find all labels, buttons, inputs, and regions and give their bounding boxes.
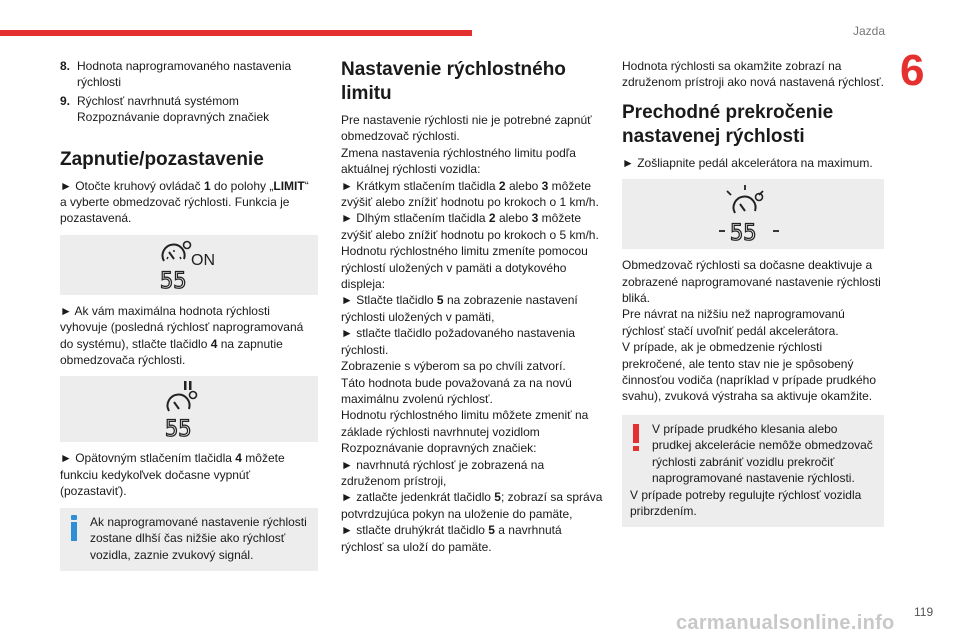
figure-speedometer-on: [60, 235, 318, 295]
pause-speedometer-icon: [159, 379, 219, 439]
item-text: Hodnota naprogramovaného nastavenia rýchlosti: [77, 59, 292, 90]
heading-overspeed: Prechodné prekročenie nastavenej rýchlosti: [622, 101, 834, 147]
text-line: Hodnotu rýchlostného limitu môžete zmeniť na základe rýchlosti navrhnutej vozidlom Rozpoznávanie dopravných značiek:: [341, 408, 589, 456]
info-box: [60, 508, 318, 571]
header-red-bar: [0, 30, 472, 36]
item-number: 9.: [60, 93, 71, 108]
info-text: Ak naprogramované nastavenie rýchlosti zostane dlhší čas nižšie ako rýchlosť vozidla, zaznie zvukový signál.: [90, 514, 307, 562]
paragraph-activation: ► Otočte kruhový ovládač 1 do polohy „LIMIT“ a vyberte obmedzovač rýchlosti. Funkcia je pozastavená.: [60, 178, 309, 226]
column-middle: [341, 58, 603, 555]
list-item: [60, 93, 318, 126]
text-line: Táto hodnota bude považovaná za na novú maximálnu zvolenú rýchlosť.: [341, 375, 572, 406]
paragraph-pause: ► Opätovným stlačením tlačidla 4 môžete funkciu kedykoľvek dočasne vypnúť (pozastaviť).: [60, 451, 285, 499]
svg-text:55: 55: [730, 221, 757, 246]
svg-text:55: 55: [165, 417, 192, 440]
column-left: [60, 58, 318, 571]
chapter-number: 6: [900, 46, 925, 95]
warning-text-2: V prípade potreby regulujte rýchlosť vozidla pribrzdením.: [630, 487, 862, 518]
speedometer-icon: [154, 239, 224, 291]
heading-activation: Zapnutie/pozastavenie: [60, 148, 264, 170]
text-line: Hodnotu rýchlostného limitu zmeníte pomocou rýchlostí uložených v pamäti a dotykového displeja:: [341, 244, 588, 292]
text-line: ► Dlhým stlačením tlačidla 2 alebo 3 môžete zvýšiť alebo znížiť hodnotu po krokoch o 5 km/h.: [341, 211, 599, 242]
blinking-speedometer-icon: [713, 183, 793, 245]
column-right: [622, 58, 884, 527]
paragraph-enable: ► Ak vám maximálna hodnota rýchlosti vyhovuje (posledná rýchlosť naprogramovaná do systému), stlačte tlačidlo 4 na zapnutie obmedzovača rýchlosti.: [60, 303, 304, 368]
page-number: 119: [914, 605, 934, 619]
warning-box: [622, 415, 884, 527]
text-line: ► Krátkym stlačením tlačidla 2 alebo 3 môžete zvýšiť alebo znížiť hodnotu po krokoch o 1 km/h.: [341, 178, 599, 210]
paragraph-accelerate: ► Zošliapnite pedál akcelerátora na maximum.: [622, 155, 873, 170]
text-line: Pre nastavenie rýchlosti nie je potrebné zapnúť obmedzovač rýchlosti.: [341, 113, 592, 144]
watermark: carmanualsonline.info: [676, 612, 895, 634]
text-line: ► stlačte tlačidlo požadovaného nastavenia rýchlosti.: [341, 326, 576, 357]
text-line: Zobrazenie s výberom sa po chvíli zatvorí.: [341, 359, 566, 374]
warning-text-1: V prípade prudkého klesania alebo prudkej akcelerácie nemôže obmedzovač rýchlosti zabrániť vozidlu prekročiť naprogramované nastavenie rýchlosti.: [652, 421, 873, 486]
item-number: 8.: [60, 59, 71, 73]
list-item: [60, 58, 318, 91]
set-limit-text: [341, 112, 603, 555]
paragraph-return: Pre návrat na nižšiu než naprogramovanú rýchlosť stačí uvoľniť pedál akcelerátora.: [622, 307, 845, 338]
text-line: ► Stlačte tlačidlo 5 na zobrazenie nastavení rýchlosti uložených v pamäti,: [341, 293, 578, 324]
heading-set-limit: Nastavenie rýchlostného limitu: [341, 59, 566, 104]
paragraph-intro: Hodnota rýchlosti sa okamžite zobrazí na združenom prístroji ako nová nastavená rýchlosť.: [622, 59, 884, 90]
paragraph-alarm: V prípade, ak je obmedzenie rýchlosti prekročené, ale tento stav nie je spôsobený činnosťou vodiča (napríklad v prípade prudkého svahu), zvuková výstraha sa aktivuje okamžite.: [622, 340, 876, 404]
text-line: ► stlačte druhýkrát tlačidlo 5 a navrhnutá rýchlosť sa uloží do pamäte.: [341, 523, 562, 554]
info-icon: [70, 515, 78, 541]
figure-speedometer-paused: [60, 376, 318, 442]
figure-speedometer-blink: [622, 179, 884, 249]
section-title: Jazda: [852, 24, 885, 38]
warning-icon: [632, 424, 640, 450]
text-line: ► zatlačte jedenkrát tlačidlo 5; zobrazí sa správa potvrdzujúca pokyn na uloženie do pamäte,: [341, 490, 603, 521]
paragraph-deactivated: Obmedzovač rýchlosti sa dočasne deaktivuje a zobrazené naprogramované nastavenie rýchlosti bliká.: [622, 258, 881, 306]
item-text: Rýchlosť navrhnutá systémom Rozpoznávanie dopravných značiek: [77, 93, 270, 125]
text-line: Zmena nastavenia rýchlostného limitu podľa aktuálnej rýchlosti vozidla:: [341, 145, 576, 177]
svg-text:55: 55: [160, 268, 187, 291]
svg-text:ON: ON: [191, 251, 215, 269]
text-line: ► navrhnutá rýchlosť je zobrazená na združenom prístroji,: [341, 457, 545, 488]
